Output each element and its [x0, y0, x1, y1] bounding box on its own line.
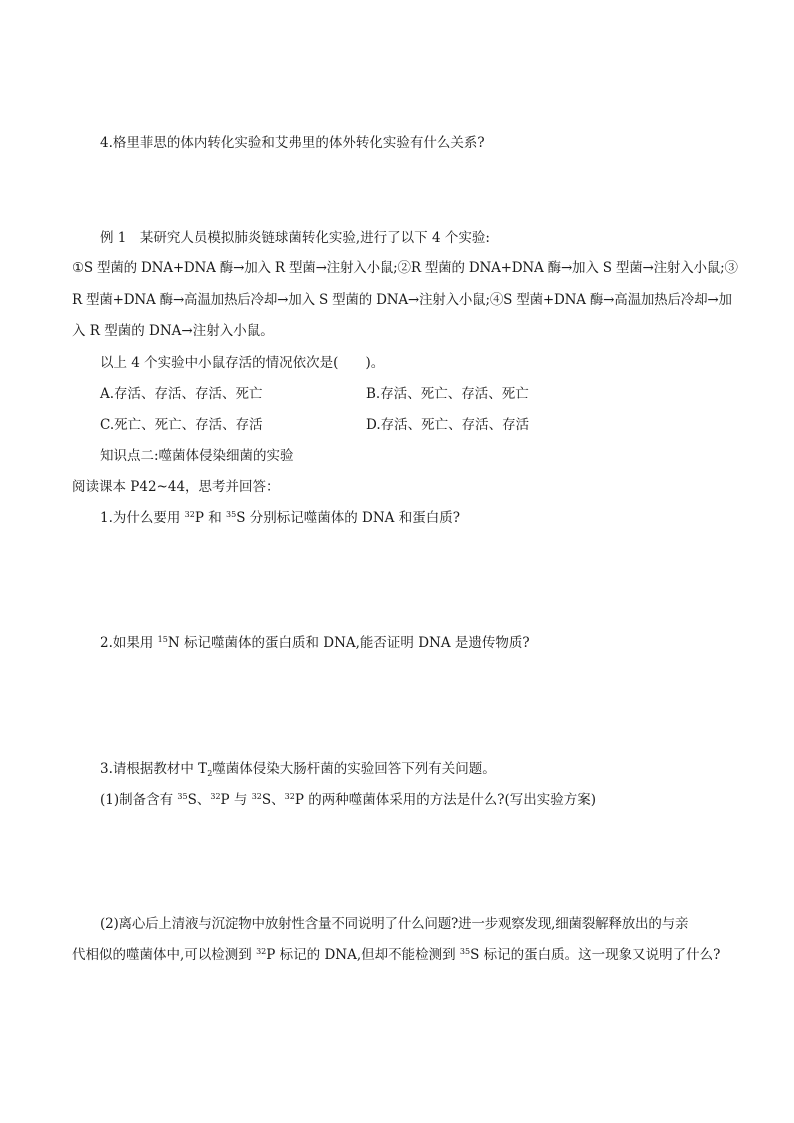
reading-instruction: 阅读课本 P42~44，思考并回答：	[72, 479, 280, 495]
q1-sup-2: 35	[226, 510, 237, 519]
q2-prefix: 2.如果用	[100, 635, 158, 651]
answer-space-4[interactable]	[70, 156, 730, 216]
q3-1-t1: S、	[187, 792, 211, 808]
example-1-line-2: R 型菌+DNA 酶→高温加热后冷却→加入 S 型菌的 DNA→注射入小鼠;④S 型菌+DNA 酶→高温加热后冷却→加	[72, 292, 732, 308]
q2-sup: 15	[157, 635, 168, 644]
q3-2-l2-prefix: 代相似的噬菌体中,可以检测到	[72, 947, 257, 963]
q1-sup-1: 32	[184, 510, 195, 519]
knowledge-point-2-heading: 知识点二:噬菌体侵染细菌的实验	[100, 448, 294, 464]
question-3	[100, 760, 496, 778]
q3-1-suffix: P 的两种噬菌体采用的方法是什么?(写出实验方案)	[294, 792, 596, 808]
answer-space-q3-1[interactable]	[70, 814, 730, 904]
q1-prefix: 1.为什么要用	[100, 510, 185, 526]
answer-space-q1[interactable]	[70, 532, 730, 622]
q2-suffix: N 标记噬菌体的蛋白质和 DNA,能否证明 DNA 是遗传物质?	[167, 635, 530, 651]
question-3-part-1	[100, 791, 596, 809]
q1-suffix: S 分别标记噬菌体的 DNA 和蛋白质?	[236, 510, 460, 526]
example-1-title: 例 1 某研究人员模拟肺炎链球菌转化实验,进行了以下 4 个实验:	[100, 230, 490, 246]
question-1	[100, 509, 460, 527]
question-4: 4.格里菲思的体内转化实验和艾弗里的体外转化实验有什么关系?	[100, 135, 485, 151]
q3-sub: 2	[207, 769, 213, 778]
question-2	[100, 634, 530, 652]
q3-1-sup-1: 35	[177, 792, 188, 801]
q3-1-sup-2: 32	[210, 792, 221, 801]
q3-1-t3: S、	[261, 792, 285, 808]
answer-space-q3-2[interactable]	[70, 970, 730, 1070]
option-d[interactable]: D.存活、死亡、存活、存活	[366, 417, 530, 433]
option-a[interactable]: A.存活、存活、存活、死亡	[100, 386, 263, 402]
example-1-line-3: 入 R 型菌的 DNA→注射入小鼠。	[72, 323, 274, 339]
q3-1-t2: P 与	[220, 792, 252, 808]
q3-2-l2-mid: P 标记的 DNA,但却不能检测到	[266, 947, 460, 963]
example-1-line-1: ①S 型菌的 DNA+DNA 酶→加入 R 型菌→注射入小鼠;②R 型菌的 DNA+DNA 酶→加入 S 型菌→注射入小鼠;③	[72, 260, 738, 276]
q1-mid: P 和	[194, 510, 227, 526]
answer-space-q2[interactable]	[70, 657, 730, 752]
q3-1-sup-3: 32	[251, 792, 262, 801]
example-1-question: 以上 4 个实验中小鼠存活的情况依次是( )。	[100, 355, 385, 371]
question-3-part-2-line-2	[72, 946, 720, 964]
q3-1-prefix: (1)制备含有	[100, 792, 178, 808]
option-b[interactable]: B.存活、死亡、存活、死亡	[366, 386, 529, 402]
q3-prefix: 3.请根据教材中 T	[100, 761, 208, 777]
q3-2-sup-1: 32	[256, 947, 267, 956]
question-3-part-2-line-1: (2)离心后上清液与沉淀物中放射性含量不同说明了什么问题?进一步观察发现,细菌裂解释放出的与亲	[100, 916, 689, 932]
q3-2-l2-suffix: S 标记的蛋白质。这一现象又说明了什么?	[470, 947, 721, 963]
option-c[interactable]: C.死亡、死亡、存活、存活	[100, 417, 263, 433]
q3-suffix: 噬菌体侵染大肠杆菌的实验回答下列有关问题。	[212, 761, 496, 777]
q3-2-sup-2: 35	[459, 947, 471, 956]
q3-1-sup-4: 32	[284, 792, 295, 801]
